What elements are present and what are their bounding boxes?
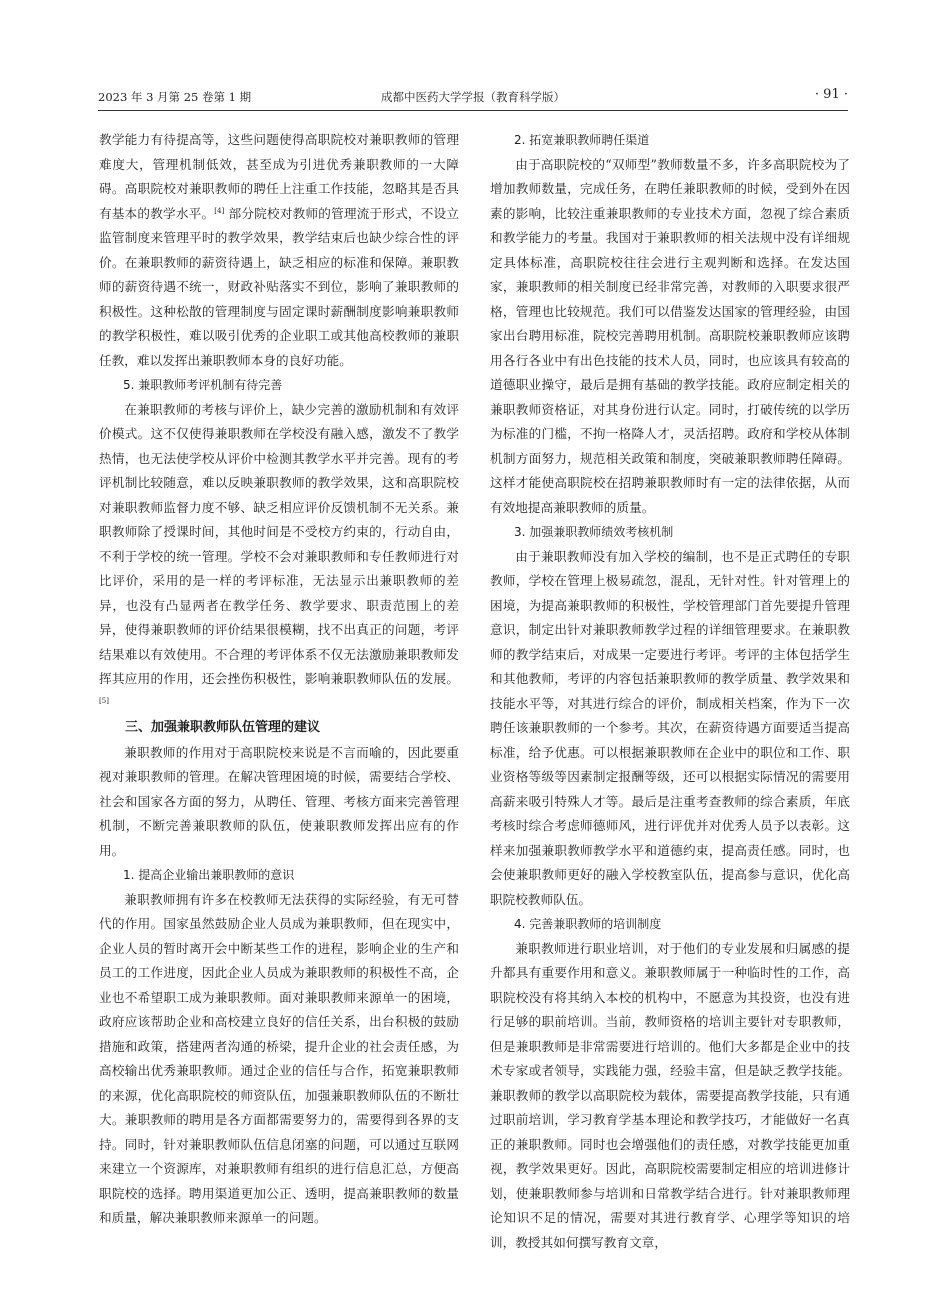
citation: [5] xyxy=(99,696,110,705)
subheading: 4. 完善兼职教师的培训制度 xyxy=(514,917,662,931)
paragraph: 在兼职教师的考核与评价上，缺少完善的激励机制和有效评价模式。这不仅使得兼职教师在学校没有融入感，激发不了教学热情，也无法使学校从评价中检测其教学水平并完善。现有的考评机制比较随意，难以反映兼职教师的教学效果，这和高职院校对兼职教师监督力度不够、缺乏相应评价反馈机制不无关系。兼职教师除了授课时间，其他时间是不受校方约束的，行动自由，不利于学校的统一管理。学校不会对兼职教师和专任教师进行对比评价，采用的是一样的考评标准，无法显示出兼职教师的差异，也没有凸显两者在教学任务、教学要求、职责范围上的差异，使得兼职教师的评价结果很模糊，找不出真正的问题，考评结果难以有效使用。不合理的考评体系不仅无法激励兼职教师发挥其应用的作用，还会挫伤积极性，影响兼职教师队伍的发展。[5] xyxy=(99,401,459,705)
subheading: 3. 加强兼职教师绩效考核机制 xyxy=(514,525,674,539)
section-heading: 三、加强兼职教师队伍管理的建议 xyxy=(125,720,321,735)
citation: [4] xyxy=(214,206,225,215)
paragraph: 教学能力有待提高等，这些问题使得高职院校对兼职教师的管理难度大，管理机制低效，甚至成为引进优秀兼职教师的一大障碍。高职院校对兼职教师的聘任上注重工作技能，忽略其是否具有基本的教学水平。[4] 部分院校对教师的管理流于形式，不设立监管制度来管理平时的教学效果，教学结束后也缺少综合性的评价。在兼职教师的薪资待遇上，缺乏相应的标准和保障。兼职教师的薪资待遇不统一，财政补贴落实不到位，影响了兼职教师的积极性。这种松散的管理制度与固定课时薪酬制度影响兼职教师的教学积极性，难以吸引优秀的企业职工或其他高校教师的兼职任教，难以发挥出兼职教师本身的良好功能。 xyxy=(99,132,460,368)
left-column xyxy=(99,128,459,1231)
paragraph: 由于高职院校的“双师型”教师数量不多，许多高职院校为了增加教师数量，完成任务，在聘任兼职教师的时候，受到外在因素的影响，比较注重兼职教师的专业技术方面，忽视了综合素质和教学能力的考量。我国对于兼职教师的相关法规中没有详细规定具体标准，高职院校往往会进行主观判断和选择。在发达国家，兼职教师的相关制度已经非常完善，对教师的入职要求很严格，管理也比较规范。我们可以借鉴发达国家的管理经验，由国家出台聘用标准，院校完善聘用机制。高职院校兼职教师应该聘用各行各业中有出色技能的技术人员，同时，也应该具有较高的道德职业操守，最后是拥有基础的教学技能。政府应制定相关的兼职教师资格证，对其身份进行认定。同时，打破传统的以学历为标准的门槛，不拘一格降人才，灵活招聘。政府和学校从体制机制方面努力，规范相关政策和制度，突破兼职教师聘任障碍。这样才能使高职院校在招聘兼职教师时有一定的法律依据，从而有效地提高兼职教师的质量。 xyxy=(490,156,850,515)
subheading: 1. 提高企业输出兼职教师的意识 xyxy=(123,868,295,882)
subheading: 2. 拓宽兼职教师聘任渠道 xyxy=(514,133,650,147)
running-header xyxy=(98,86,848,111)
paragraph: 兼职教师拥有许多在校教师无法获得的实际经验，有无可替代的作用。国家虽然鼓励企业人员成为兼职教师，但在现实中，企业人员的暂时离开会中断某些工作的进程，影响企业的生产和员工的工作进度，因此企业人员成为兼职教师的积极性不高，企业也不希望职工成为兼职教师。面对兼职教师来源单一的困境，政府应该帮助企业和高校建立良好的信任关系，出台积极的鼓励措施和政策，搭建两者沟通的桥梁，提升企业的社会责任感，为高校输出优秀兼职教师。通过企业的信任与合作，拓宽兼职教师的来源，优化高职院校的师资队伍，加强兼职教师队伍的不断壮大。兼职教师的聘用是各方面都需要努力的，需要得到各界的支持。同时，针对兼职教师队伍信息闭塞的问题，可以通过互联网来建立一个资源库，对兼职教师有组织的进行信息汇总，方便高职院校的选择。聘用渠道更加公正、透明，提高兼职教师的数量和质量，解决兼职教师来源单一的问题。 xyxy=(99,891,459,1225)
issue-info: 2023 年 3 月第 25 卷第 1 期 xyxy=(98,90,252,104)
paragraph: 兼职教师进行职业培训，对于他们的专业发展和归属感的提升都具有重要作用和意义。兼职教师属于一种临时性的工作，高职院校没有将其纳入本校的机构中，不愿意为其投资，也没有进行足够的职前培训。当前，教师资格的培训主要针对专职教师，但是兼职教师是非常需要进行培训的。他们大多都是企业中的技术专家或者领导，实践能力强，经验丰富，但是缺乏教学技能。兼职教师的教学以高职院校为载体，需要提高教学技能，只有通过职前培训，学习教育学基本理论和教学技巧，才能做好一名真正的兼职教师。同时也会增强他们的责任感，对教学技能更加重视，教学效果更好。因此，高职院校需要制定相应的培训进修计划，使兼职教师参与培训和日常教学结合进行。针对兼职教师理论知识不足的情况，需要对其进行教育学、心理学等知识的培训，教授其如何撰写教育文章， xyxy=(490,940,850,1250)
page-number: · 91 · xyxy=(814,87,848,102)
paragraph: 由于兼职教师没有加入学校的编制，也不是正式聘任的专职教师，学校在管理上极易疏忽，混乱，无针对性。针对管理上的困境，为提高兼职教师的积极性，学校管理部门首先要提升管理意识，制定出针对兼职教师教学过程的详细管理要求。在兼职教师的教学结束后，对成果一定要进行考评。考评的主体包括学生和其他教师，考评的内容包括兼职教师的教学质量、教学效果和技能水平等，对其进行综合的评价，制成相关档案，作为下一次聘任该兼职教师的一个参考。其次，在薪资待遇方面要适当提高标准，给予优惠。可以根据兼职教师在企业中的职位和工作、职业资格等级等因素制定报酬等级，还可以根据实际情况的需要用高薪来吸引特殊人才等。最后是注重考查教师的综合素质，年底考核时综合考虑师德师风，进行评优并对优秀人员予以表彰。这样来加强兼职教师教学水平和道德约束，提高责任感。同时，也会使兼职教师更好的融入学校教室队伍，提高参与意识，优化高职院校教师队伍。 xyxy=(490,548,850,907)
paragraph: 兼职教师的作用对于高职院校来说是不言而喻的，因此要重视对兼职教师的管理。在解决管理困境的时候，需要结合学校、社会和国家各方面的努力，从聘任、管理、考核方面来完善管理机制，不断完善兼职教师的队伍，使兼职教师发挥出应有的作用。 xyxy=(99,744,459,858)
right-column xyxy=(490,128,850,1255)
journal-title: 成都中医药大学学报（教育科学版） xyxy=(381,90,565,104)
subheading: 5. 兼职教师考评机制有待完善 xyxy=(123,378,283,392)
